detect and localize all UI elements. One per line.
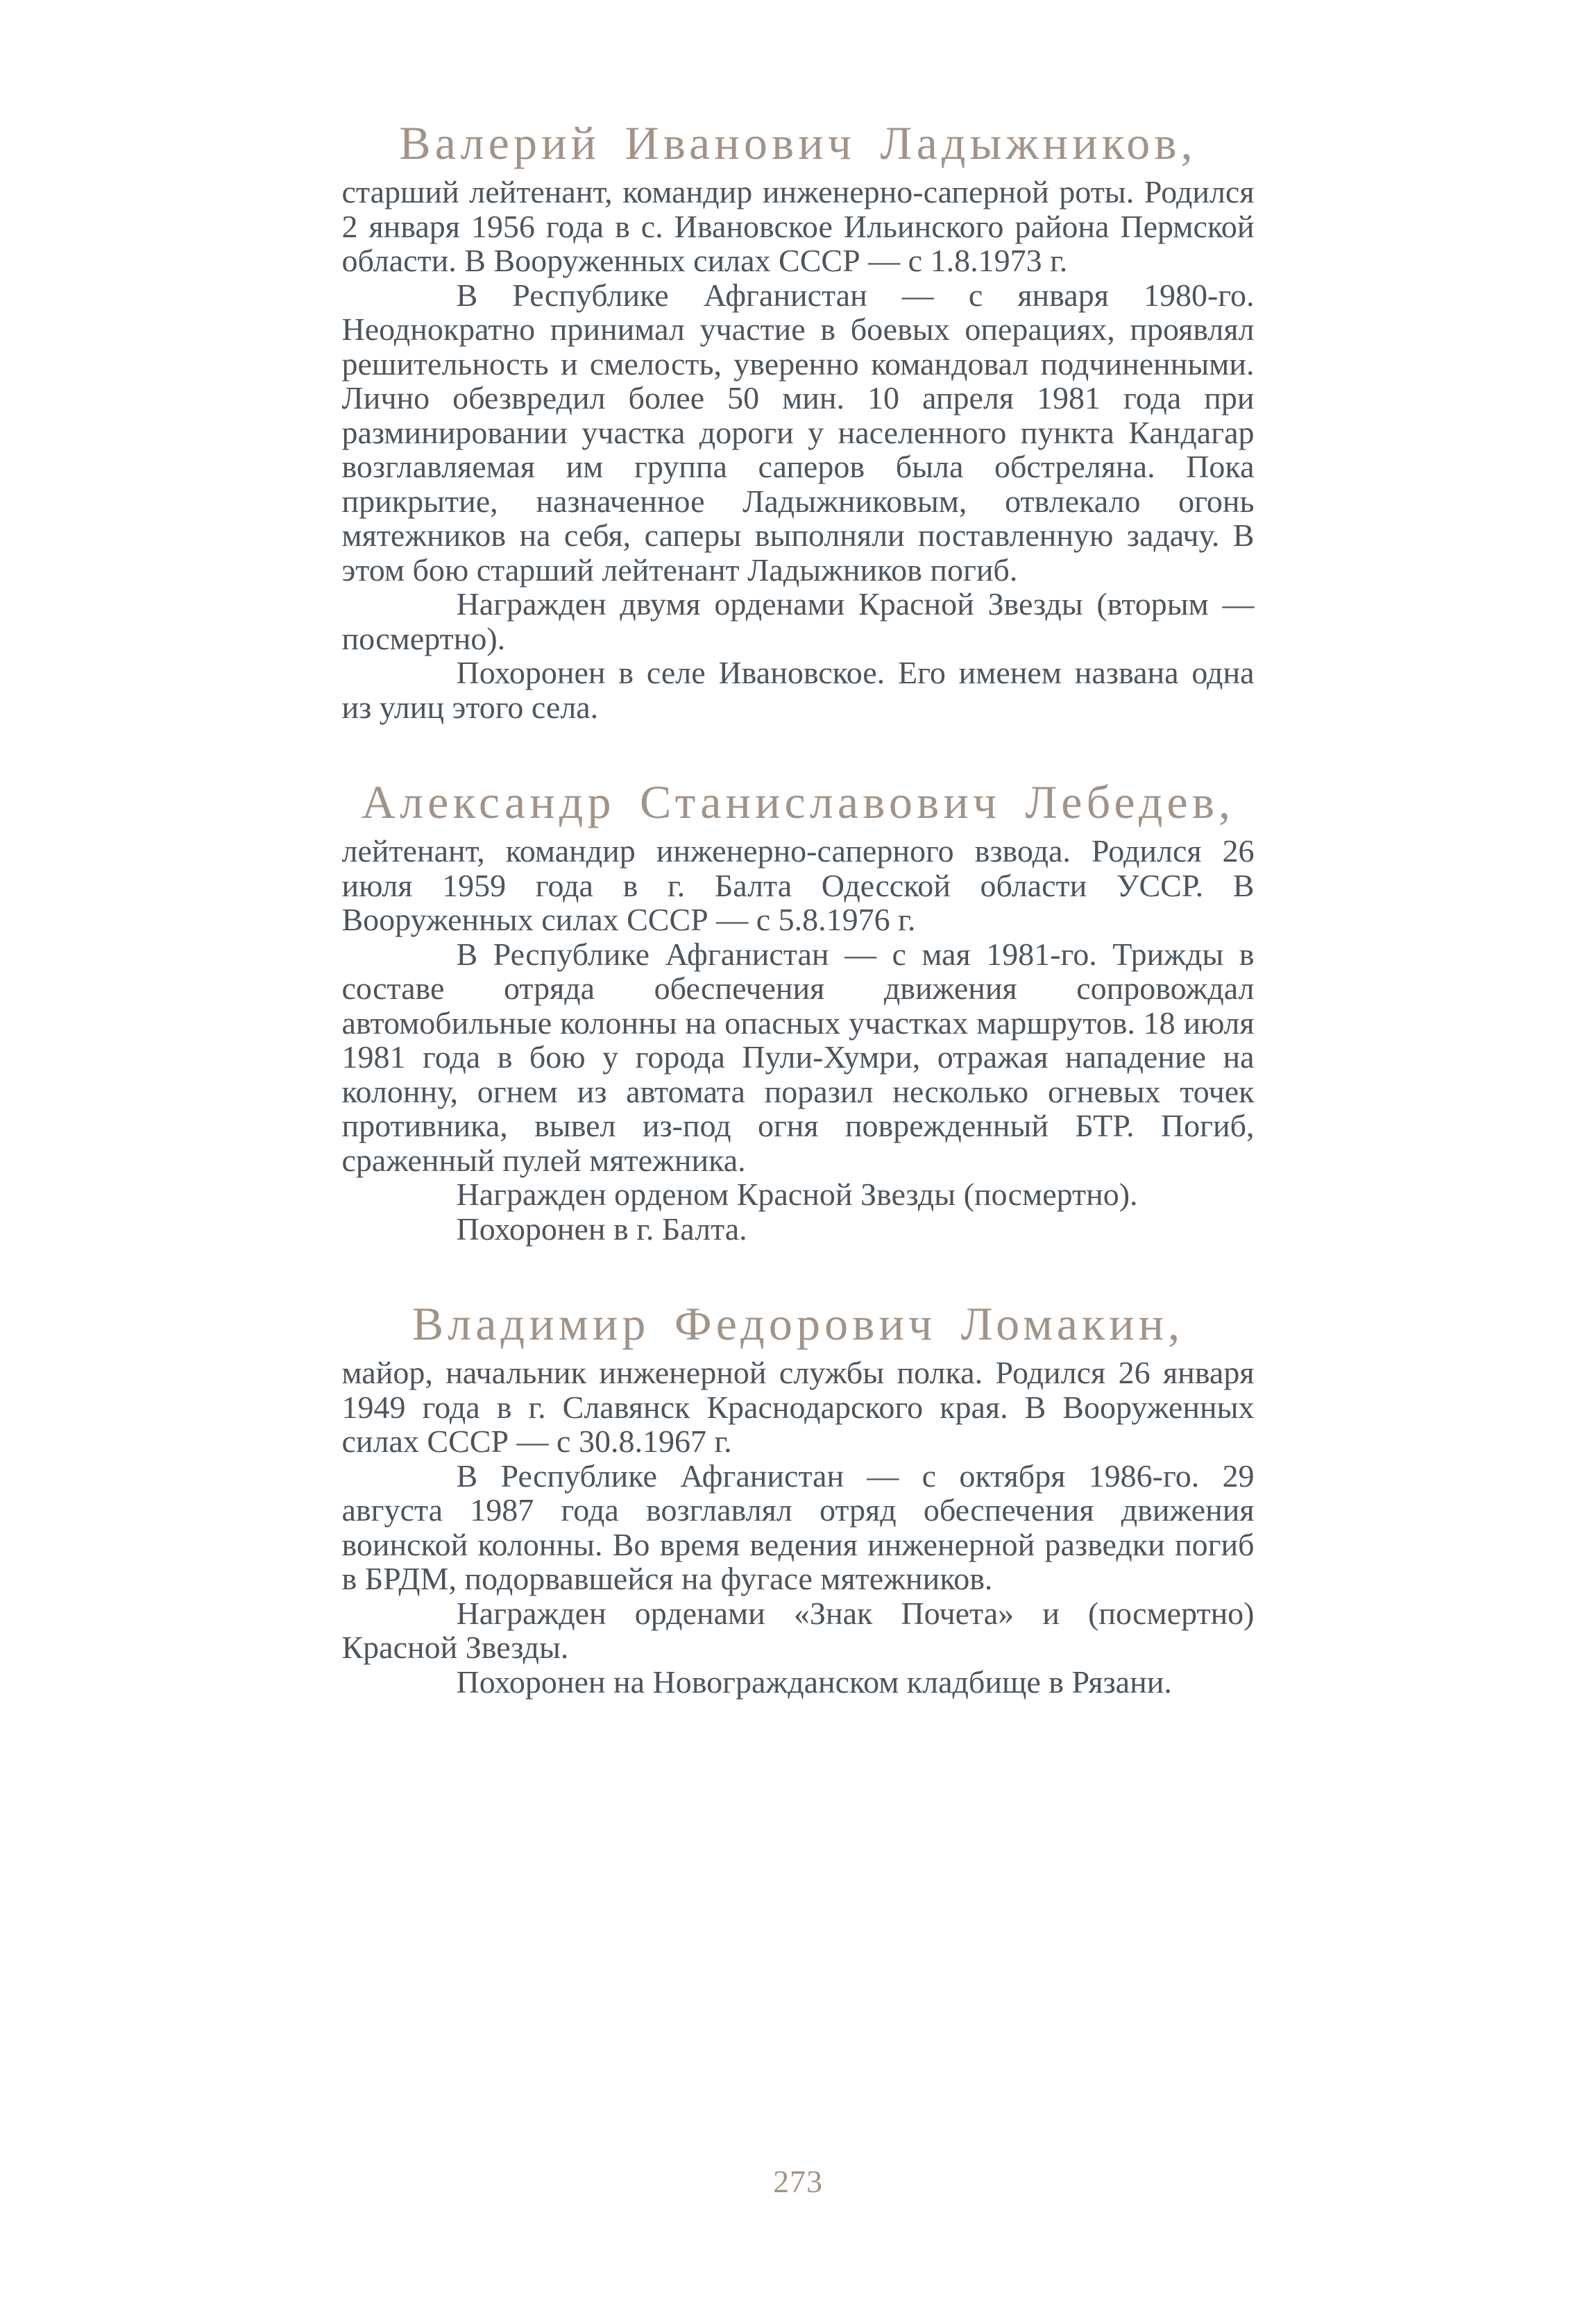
bio-paragraph: Награжден орденами «Знак Почета» и (посмертно) Красной Звезды. (341, 1595, 1255, 1665)
bio-paragraph: В Республике Афганистан — с января 1980-го. Неоднократно принимал участие в боевых операциях, проявлял решительность и смелость, уверенно командовал подчиненными. Лично обезвредил более 50 мин. 10 апреля 1981 года при разминировании участка дороги у населенного пункта Кандагар возглавляемая им группа саперов была обстреляна. Пока прикрытие, назначенное Ладыжниковым, отвлекало огонь мятежников на себя, саперы выполняли поставленную задачу. В этом бою старший лейтенант Ладыжников погиб. (341, 277, 1255, 588)
bio-paragraph: Похоронен на Новогражданском кладбище в Рязани. (456, 1664, 1172, 1700)
bio-paragraph: Похоронен в селе Ивановское. Его именем названа одна из улиц этого села. (341, 655, 1255, 725)
bio-paragraph: В Республике Афганистан — с мая 1981-го. Трижды в составе отряда обеспечения движения сопровождал автомобильные колонны на опасных участках маршрутов. 18 июля 1981 года в бою у города Пули-Хумри, отражая нападение на колонну, огнем из автомата поразил несколько огневых точек противника, вывел из-под огня поврежденный БТР. Погиб, сраженный пулей мятежника. (341, 936, 1255, 1178)
person-name-heading: Валерий Иванович Ладыжников, (399, 117, 1197, 169)
page-text-column (342, 0, 1255, 1699)
page-number: 273 (773, 2164, 823, 2199)
bio-paragraph: В Республике Афганистан — с октября 1986-го. 29 августа 1987 года возглавлял отряд обеспечения движения воинской колонны. Во время ведения инженерной разведки погиб в БРДМ, подорвавшейся на фугасе мятежников. (341, 1458, 1255, 1596)
bio-paragraph: старший лейтенант, командир инженерно-саперной роты. Родился 2 января 1956 года в с. Ивановское Ильинского района Пермской области. В Вооруженных силах СССР — с 1.8.1973 г. (341, 174, 1255, 278)
bio-paragraph: Похоронен в г. Балта. (456, 1211, 747, 1247)
bio-paragraph: майор, начальник инженерной службы полка. Родился 26 января 1949 года в г. Славянск Краснодарского края. В Вооруженных силах СССР — с 30.8.1967 г. (341, 1355, 1255, 1459)
bio-entry (342, 119, 1255, 724)
bio-paragraph: Награжден двумя орденами Красной Звезды (вторым — посмертно). (341, 586, 1255, 656)
bio-entry (341, 1297, 1255, 1700)
person-name-heading: Александр Станиславович Лебедев, (361, 776, 1235, 828)
bio-entry (342, 778, 1255, 1246)
bio-paragraph: лейтенант, командир инженерно-саперного взвода. Родился 26 июля 1959 года в г. Балта Одесской области УССР. В Вооруженных силах СССР — с 5.8.1976 г. (341, 833, 1255, 937)
bio-paragraph: Награжден орденом Красной Звезды (посмертно). (456, 1177, 1138, 1212)
person-name-heading: Владимир Федорович Ломакин, (411, 1297, 1185, 1350)
